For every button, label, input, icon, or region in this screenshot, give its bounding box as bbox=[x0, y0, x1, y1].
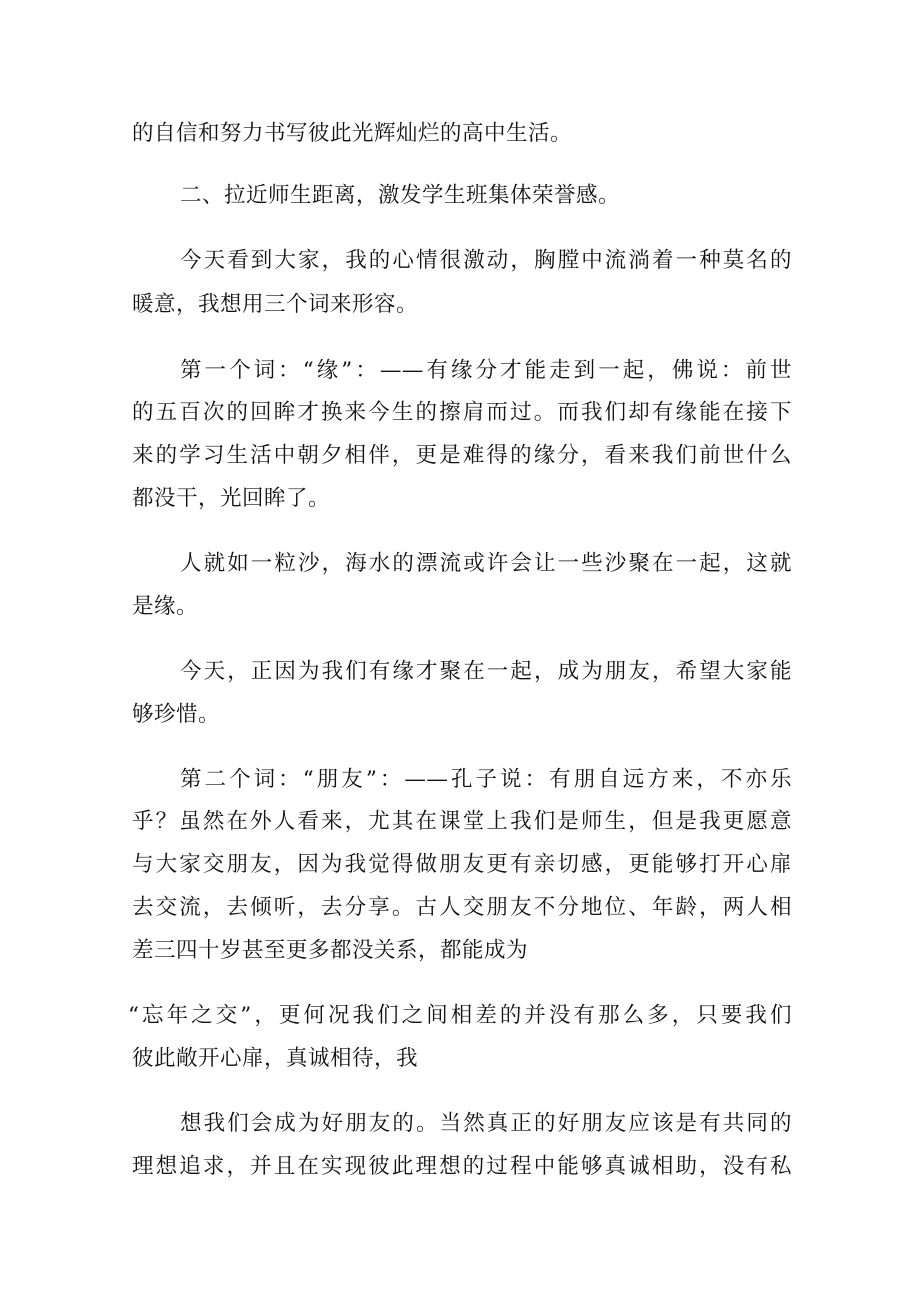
text-line: 今天，正因为我们有缘才聚在一起，成为朋友，希望大家能 bbox=[180, 659, 792, 684]
text-line: 来的学习生活中朝夕相伴，更是难得的缘分，看来我们前世什么 bbox=[132, 443, 792, 468]
text-line: 是缘。 bbox=[132, 594, 199, 619]
text-line: 都没干，光回眸了。 bbox=[132, 486, 331, 511]
text-line: 想我们会成为好朋友的。当然真正的好朋友应该是有共同的 bbox=[180, 1111, 792, 1136]
text-line: 暖意，我想用三个词来形容。 bbox=[132, 292, 419, 317]
text-line: 人就如一粒沙，海水的漂流或许会让一些沙聚在一起，这就 bbox=[180, 551, 792, 576]
text-line: 去交流，去倾听，去分享。古人交朋友不分地位、年龄，两人相 bbox=[132, 895, 792, 920]
text-line: 第二个词：“朋友”：——孔子说：有朋自远方来，不亦乐 bbox=[180, 767, 792, 792]
text-line: “忘年之交”，更何况我们之间相差的并没有那么多，只要我们 bbox=[128, 1003, 792, 1028]
text-line: 第一个词：“缘”：——有缘分才能走到一起，佛说：前世 bbox=[180, 358, 792, 383]
text-line: 差三四十岁甚至更多都没关系，都能成为 bbox=[132, 938, 529, 963]
text-line: 乎？虽然在外人看来，尤其在课堂上我们是师生，但是我更愿意 bbox=[132, 809, 792, 834]
text-line: 的自信和努力书写彼此光辉灿烂的高中生活。 bbox=[132, 121, 573, 146]
text-line: 够珍惜。 bbox=[132, 702, 221, 727]
text-line: 今天看到大家，我的心情很激动，胸膛中流淌着一种莫名的 bbox=[180, 248, 792, 273]
text-line: 彼此敞开心扉，真诚相待，我 bbox=[132, 1046, 419, 1071]
text-line: 理想追求，并且在实现彼此理想的过程中能够真诚相助，没有私 bbox=[132, 1154, 792, 1179]
section-heading: 二、拉近师生距离，激发学生班集体荣誉感。 bbox=[180, 183, 621, 208]
text-line: 的五百次的回眸才换来今生的擦肩而过。而我们却有缘能在接下 bbox=[132, 400, 792, 425]
text-line: 与大家交朋友，因为我觉得做朋友更有亲切感，更能够打开心扉 bbox=[132, 852, 792, 877]
